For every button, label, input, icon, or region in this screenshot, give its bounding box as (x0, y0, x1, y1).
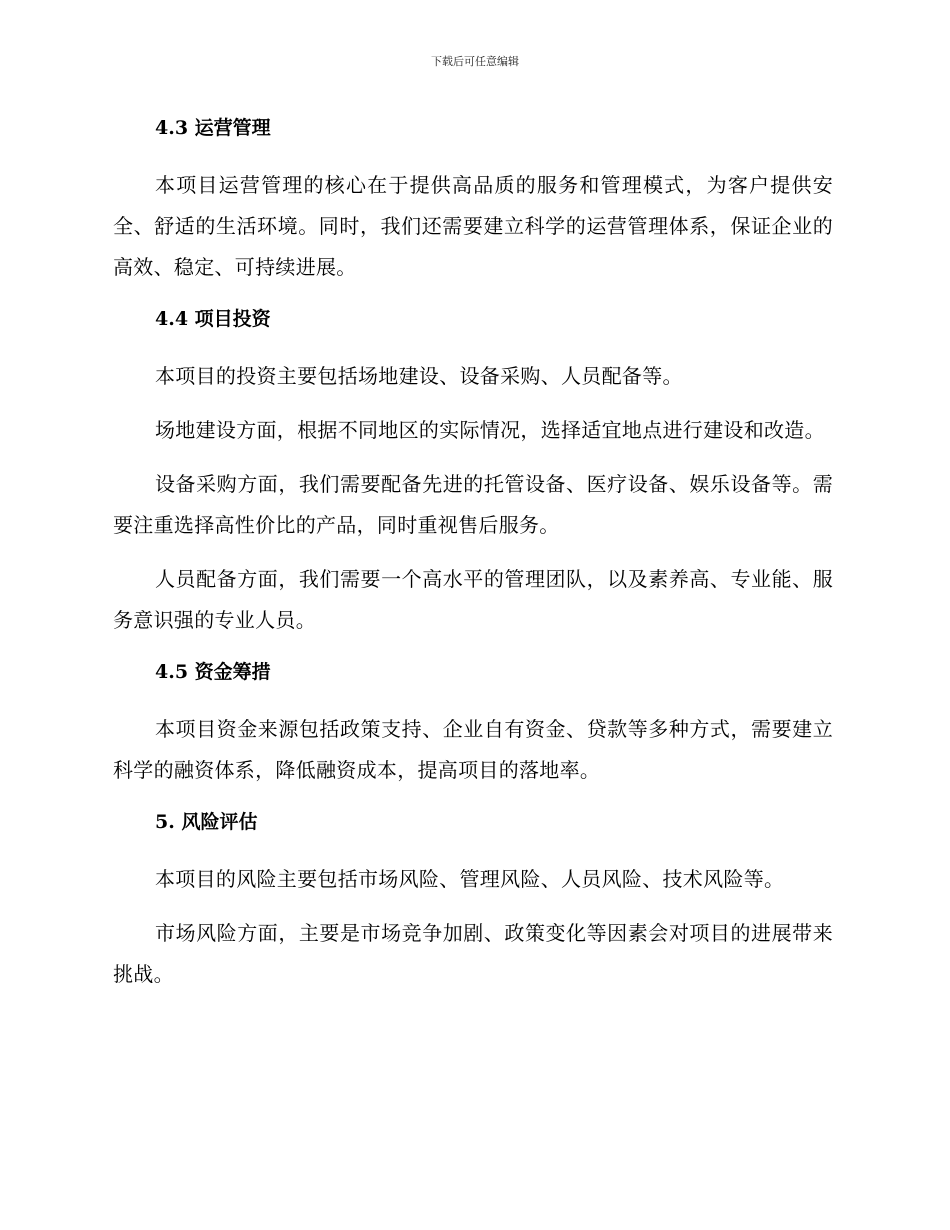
paragraph: 市场风险方面，主要是市场竞争加剧、政策变化等因素会对项目的进展带来挑战。 (113, 921, 833, 986)
paragraph: 人员配备方面，我们需要一个高水平的管理团队，以及素养高、专业能、服务意识强的专业人员。 (113, 567, 833, 632)
paragraph: 本项目的投资主要包括场地建设、设备采购、人员配备等。 (155, 364, 683, 388)
section-project-investment (113, 301, 833, 654)
paragraph: 本项目运营管理的核心在于提供高品质的服务和管理模式，为客户提供安全、舒适的生活环境。同时，我们还需要建立科学的运营管理体系，保证企业的高效、稳定、可持续进展。 (113, 173, 833, 279)
paragraph: 设备采购方面，我们需要配备先进的托管设备、医疗设备、娱乐设备等。需要注重选择高性价比的产品，同时重视售后服务。 (113, 472, 833, 537)
section-heading: 4.5 资金筹措 (155, 661, 271, 683)
paragraph: 本项目资金来源包括政策支持、企业自有资金、贷款等多种方式，需要建立科学的融资体系，降低融资成本，提高项目的落地率。 (113, 717, 833, 782)
section-fund-raising (113, 654, 833, 804)
section-heading: 5. 风险评估 (155, 811, 258, 833)
section-risk-assessment (113, 804, 833, 995)
page-header-note: 下载后可任意编辑 (431, 55, 519, 68)
section-heading: 4.4 项目投资 (155, 308, 271, 330)
paragraph: 场地建设方面，根据不同地区的实际情况，选择适宜地点进行建设和改造。 (155, 418, 825, 442)
section-operations-management (113, 110, 833, 301)
paragraph: 本项目的风险主要包括市场风险、管理风险、人员风险、技术风险等。 (155, 867, 785, 891)
section-heading: 4.3 运营管理 (155, 117, 271, 139)
document-body (113, 110, 833, 995)
